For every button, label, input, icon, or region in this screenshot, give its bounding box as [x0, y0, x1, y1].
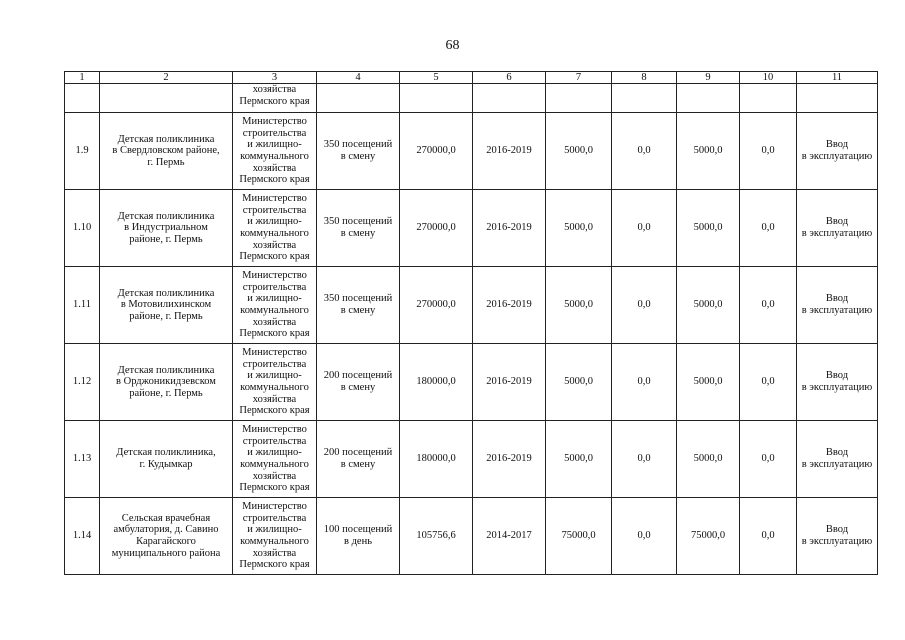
table-row: [65, 113, 878, 190]
header-cell: 5: [400, 72, 473, 84]
value-cell: 5000,0: [677, 190, 740, 267]
text-line: и жилищно-: [247, 293, 302, 305]
text-line: в эксплуатацию: [801, 151, 873, 162]
value-cell: 0,0: [612, 344, 677, 421]
period-cell: 2016-2019: [473, 113, 546, 190]
text-line: Министерство: [242, 270, 307, 282]
row-number-cell: 1.10: [65, 190, 100, 267]
text-line: Ввод: [825, 216, 849, 228]
value-cell: 5000,0: [677, 344, 740, 421]
table-row: [65, 498, 878, 575]
text-line: г. Кудымкар: [139, 459, 193, 470]
text-line: в Мотовилихинском: [120, 299, 212, 311]
empty-cell: [740, 84, 797, 113]
customer-cell: [233, 113, 317, 190]
text-line: строительства: [242, 435, 307, 447]
text-line: Пермского края: [239, 559, 310, 571]
customer-cell: [233, 344, 317, 421]
text-line: в эксплуатацию: [801, 382, 873, 393]
text-line: Пермского края: [239, 251, 310, 263]
text-line: 200 посещений: [323, 447, 393, 459]
value-cell: 0,0: [612, 113, 677, 190]
object-name-cell: [100, 421, 233, 498]
value-cell: 5000,0: [677, 267, 740, 344]
value-cell: 0,0: [740, 421, 797, 498]
value-cell: 5000,0: [546, 421, 612, 498]
text-line: Пермского края: [239, 482, 310, 494]
cost-cell: 105756,6: [400, 498, 473, 575]
text-line: и жилищно-: [247, 139, 302, 151]
text-line: и жилищно-: [247, 447, 302, 459]
result-cell: [797, 344, 878, 421]
empty-cell: [65, 84, 100, 113]
value-cell: 0,0: [612, 498, 677, 575]
text-line: 350 посещений: [323, 216, 393, 228]
text-line: муниципального района: [111, 547, 221, 559]
row-number-cell: 1.11: [65, 267, 100, 344]
text-line: Детская поликлиника: [117, 133, 215, 145]
value-cell: 0,0: [612, 190, 677, 267]
text-line: строительства: [242, 281, 307, 293]
continuation-row: [65, 84, 878, 113]
text-line: Министерство: [242, 424, 307, 436]
capacity-cell: [317, 344, 400, 421]
period-cell: 2016-2019: [473, 190, 546, 267]
period-cell: 2014-2017: [473, 498, 546, 575]
capacity-cell: [317, 421, 400, 498]
text-line: Пермского края: [239, 405, 310, 417]
table-row: [65, 421, 878, 498]
text-line: и жилищно-: [247, 524, 302, 536]
text-line: районе, г. Пермь: [129, 233, 203, 245]
value-cell: 5000,0: [546, 267, 612, 344]
value-cell: 0,0: [740, 113, 797, 190]
text-line: хозяйства: [252, 162, 297, 174]
text-line: коммунального: [240, 151, 309, 162]
text-line: в Индустриальном: [124, 222, 208, 234]
text-line: коммунального: [240, 459, 309, 470]
text-line: в смену: [340, 305, 376, 316]
text-line: Детская поликлиника: [117, 364, 215, 376]
text-line: в смену: [340, 228, 376, 239]
text-line: Пермского края: [239, 95, 310, 107]
empty-cell: [400, 84, 473, 113]
period-cell: 2016-2019: [473, 421, 546, 498]
object-name-cell: [100, 267, 233, 344]
object-name-cell: [100, 190, 233, 267]
text-line: в Свердловском районе,: [112, 145, 220, 157]
customer-cell: [233, 267, 317, 344]
empty-cell: [317, 84, 400, 113]
result-cell: [797, 498, 878, 575]
text-line: коммунального: [240, 228, 309, 239]
table-row: [65, 344, 878, 421]
header-cell: 10: [740, 72, 797, 84]
row-number-cell: 1.9: [65, 113, 100, 190]
empty-cell: [677, 84, 740, 113]
text-line: хозяйства: [252, 547, 297, 559]
value-cell: 5000,0: [677, 113, 740, 190]
text-line: в Орджоникидзевском: [116, 376, 216, 388]
empty-cell: [100, 84, 233, 113]
text-line: Детская поликлиника,: [116, 447, 216, 459]
period-cell: 2016-2019: [473, 344, 546, 421]
header-cell: 11: [797, 72, 878, 84]
result-cell: [797, 421, 878, 498]
capacity-cell: [317, 267, 400, 344]
text-line: коммунального: [240, 305, 309, 316]
row-number-cell: 1.13: [65, 421, 100, 498]
header-cell: 6: [473, 72, 546, 84]
value-cell: 0,0: [740, 498, 797, 575]
table-row: [65, 267, 878, 344]
value-cell: 5000,0: [677, 421, 740, 498]
row-number-cell: 1.12: [65, 344, 100, 421]
empty-cell: [612, 84, 677, 113]
empty-cell: [473, 84, 546, 113]
object-name-cell: [100, 498, 233, 575]
customer-cell: [233, 84, 317, 113]
header-cell: 7: [546, 72, 612, 84]
capacity-cell: [317, 498, 400, 575]
object-name-cell: [100, 113, 233, 190]
text-line: Ввод: [825, 293, 849, 305]
text-line: в эксплуатацию: [801, 536, 873, 547]
text-line: в эксплуатацию: [801, 228, 873, 239]
text-line: в день: [344, 536, 372, 547]
result-cell: [797, 190, 878, 267]
text-line: районе, г. Пермь: [129, 310, 203, 322]
text-line: хозяйства: [252, 316, 297, 328]
object-name-cell: [100, 344, 233, 421]
value-cell: 5000,0: [546, 190, 612, 267]
header-cell: 9: [677, 72, 740, 84]
text-line: Ввод: [825, 370, 849, 382]
value-cell: 0,0: [740, 190, 797, 267]
header-row: [65, 72, 878, 84]
cost-cell: 270000,0: [400, 267, 473, 344]
text-line: Ввод: [825, 524, 849, 536]
text-line: строительства: [242, 512, 307, 524]
text-line: и жилищно-: [247, 370, 302, 382]
customer-cell: [233, 421, 317, 498]
text-line: и жилищно-: [247, 216, 302, 228]
capacity-cell: [317, 190, 400, 267]
empty-cell: [546, 84, 612, 113]
text-line: Пермского края: [239, 328, 310, 340]
value-cell: 75000,0: [677, 498, 740, 575]
value-cell: 0,0: [612, 267, 677, 344]
empty-cell: [797, 84, 878, 113]
text-line: в смену: [340, 459, 376, 470]
header-cell: 4: [317, 72, 400, 84]
text-line: коммунального: [240, 536, 309, 547]
text-line: строительства: [242, 204, 307, 216]
text-line: хозяйства: [252, 239, 297, 251]
customer-cell: [233, 498, 317, 575]
text-line: Ввод: [825, 139, 849, 151]
result-cell: [797, 267, 878, 344]
text-line: 100 посещений: [323, 524, 393, 536]
text-line: Карагайского: [136, 536, 196, 547]
text-line: районе, г. Пермь: [129, 387, 203, 399]
text-line: Министерство: [242, 193, 307, 205]
text-line: хозяйства: [252, 470, 297, 482]
header-cell: 2: [100, 72, 233, 84]
text-line: в смену: [340, 382, 376, 393]
result-cell: [797, 113, 878, 190]
text-line: коммунального: [240, 382, 309, 393]
row-number-cell: 1.14: [65, 498, 100, 575]
text-line: строительства: [242, 358, 307, 370]
page-number: 68: [445, 38, 460, 53]
cost-cell: 180000,0: [400, 344, 473, 421]
text-line: хозяйства: [252, 393, 297, 405]
text-line: Сельская врачебная: [121, 512, 211, 524]
text-line: 350 посещений: [323, 139, 393, 151]
text-line: 200 посещений: [323, 370, 393, 382]
value-cell: 0,0: [612, 421, 677, 498]
text-line: 350 посещений: [323, 293, 393, 305]
text-line: Детская поликлиника: [117, 287, 215, 299]
value-cell: 75000,0: [546, 498, 612, 575]
text-line: Министерство: [242, 347, 307, 359]
text-line: Министерство: [242, 501, 307, 513]
value-cell: 5000,0: [546, 344, 612, 421]
investment-table: [64, 71, 878, 575]
text-line: Министерство: [242, 116, 307, 128]
cost-cell: 180000,0: [400, 421, 473, 498]
text-line: Пермского края: [239, 174, 310, 186]
text-line: в смену: [340, 151, 376, 162]
period-cell: 2016-2019: [473, 267, 546, 344]
text-line: хозяйства: [252, 84, 297, 95]
text-line: амбулатория, д. Савино: [113, 524, 219, 536]
value-cell: 5000,0: [546, 113, 612, 190]
cost-cell: 270000,0: [400, 113, 473, 190]
value-cell: 0,0: [740, 344, 797, 421]
text-line: в эксплуатацию: [801, 459, 873, 470]
capacity-cell: [317, 113, 400, 190]
header-cell: 8: [612, 72, 677, 84]
value-cell: 0,0: [740, 267, 797, 344]
header-cell: 1: [65, 72, 100, 84]
text-line: Детская поликлиника: [117, 210, 215, 222]
table-row: [65, 190, 878, 267]
text-line: в эксплуатацию: [801, 305, 873, 316]
text-line: г. Пермь: [147, 156, 185, 168]
header-cell: 3: [233, 72, 317, 84]
customer-cell: [233, 190, 317, 267]
text-line: Ввод: [825, 447, 849, 459]
text-line: строительства: [242, 127, 307, 139]
cost-cell: 270000,0: [400, 190, 473, 267]
